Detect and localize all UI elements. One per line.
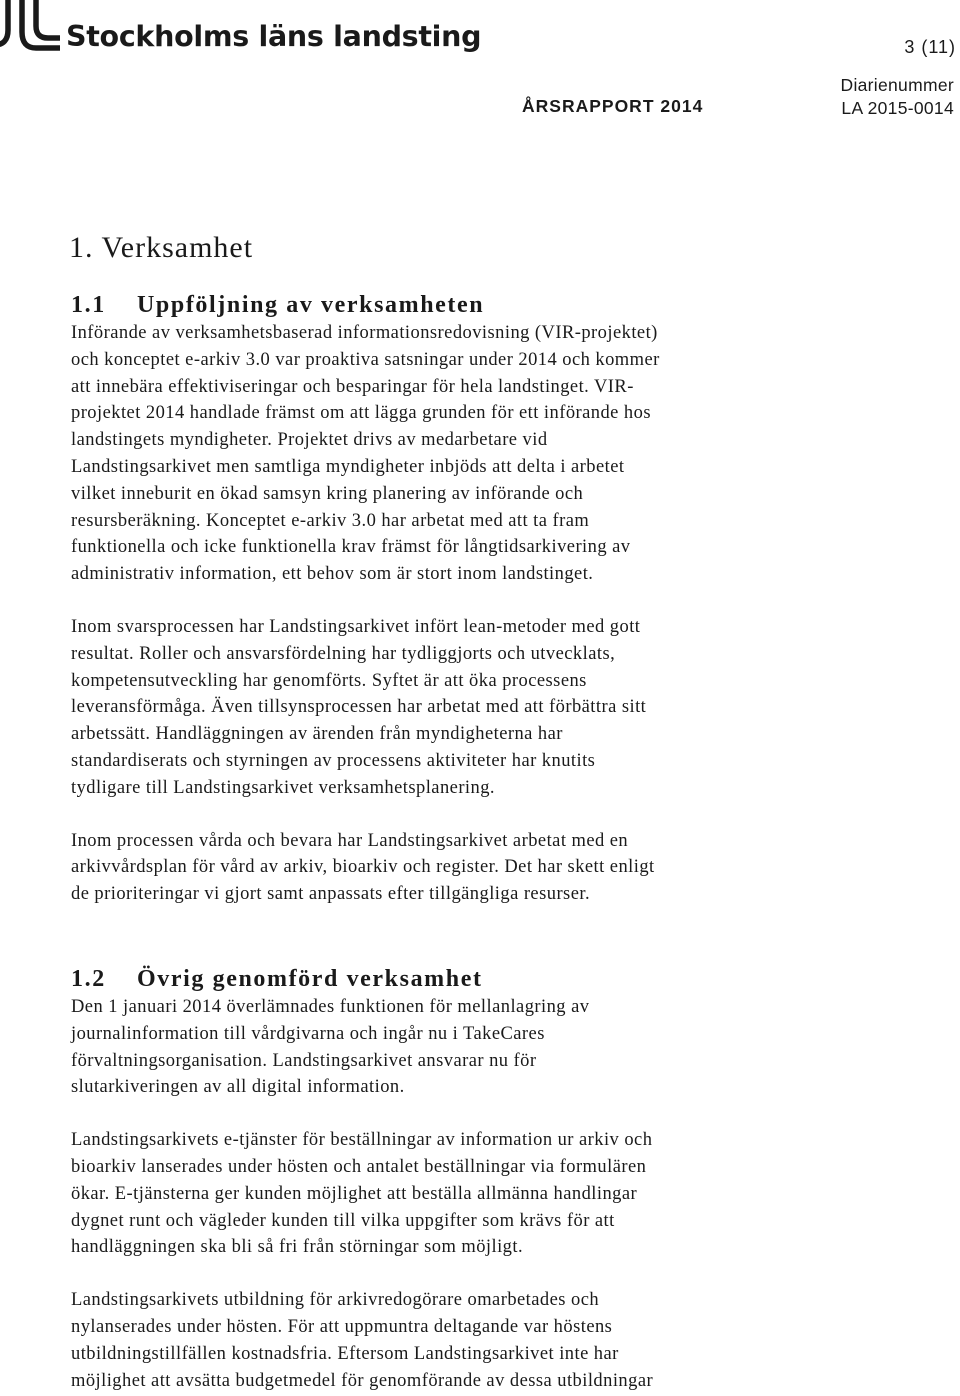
text-line: tydligare till Landstingsarkivet verksamhetsplanering. [71,777,496,798]
text-line: landstingets myndigheter. Projektet drivs av medarbetare vid [71,430,548,451]
text-line: Inom svarsprocessen har Landstingsarkivet infört lean-metoder med gott [71,616,641,637]
report-title: ÅRSRAPPORT 2014 [522,96,704,116]
text-line: nylanserades under hösten. För att uppmuntra deltagande var höstens [71,1316,613,1337]
text-line: vilket inneburit en ökad samsyn kring planering av införande och [71,483,584,504]
paragraph [71,614,791,802]
sll-emblem-icon [0,0,62,52]
organization-name: Stockholms läns landsting [66,20,482,53]
text-line: slutarkiveringen av all digital information. [71,1077,405,1098]
text-line: Införande av verksamhetsbaserad informationsredovisning (VIR-projektet) [71,323,658,343]
text-line: funktionella och icke funktionella krav främst för långtidsarkivering av [71,537,631,558]
paragraph [71,1127,791,1261]
subsection-title: Uppföljning av verksamheten [137,292,485,318]
text-line: Landstingsarkivets utbildning för arkivredogörare omarbetades och [71,1290,600,1311]
text-line: utbildningstillfällen kostnadsfria. Eftersom Landstingsarkivet inte har [71,1343,619,1364]
text-line: dygnet runt och vägleder kunden till vilka uppgifter som krävs för att [71,1210,615,1231]
text-line: möjlighet att avsätta budgetmedel för genomförande av dessa utbildningar [71,1370,654,1391]
text-line: Landstingsarkivets e-tjänster för beställningar av information ur arkiv och [71,1130,653,1151]
text-line: resultat. Roller och ansvarsfördelning har tydliggjorts och utvecklats, [71,643,616,664]
text-line: kompetensutveckling har genomförts. Syftet är att öka processens [71,670,587,691]
diarienummer-value: LA 2015-0014 [841,98,954,118]
text-line: arbetssätt. Handläggningen av ärenden från myndigheterna har [71,724,563,745]
text-line: Inom processen vårda och bevara har Landstingsarkivet arbetat med en [71,830,629,851]
text-line: arkivvårdsplan för vård av arkiv, bioarkiv och register. Det har skett enligt [71,857,655,878]
subsection-number: 1.2 [71,965,106,992]
paragraph [71,828,791,908]
subsection-number: 1.1 [71,292,106,318]
text-line: och konceptet e-arkiv 3.0 var proaktiva satsningar under 2014 och kommer [71,349,660,370]
paragraph [71,994,791,1101]
text-line: Landstingsarkivet men samtliga myndigheter inbjöds att delta i arbetet [71,456,625,477]
text-line: att innebära effektiviseringar och besparingar för hela landstinget. VIR- [71,376,634,397]
diarienummer-block [841,74,955,120]
text-line: ökar. E-tjänsterna ger kunden möjlighet att beställa allmänna handlingar [71,1183,638,1204]
text-line: bioarkiv lanserades under hösten och antalet beställningar via formulären [71,1156,647,1177]
text-line: leveransförmåga. Även tillsynsprocessen har arbetat med att förbättra sitt [71,697,647,718]
text-line: de prioriteringar vi gjort samt anpassats efter tillgängliga resurser. [71,884,591,905]
document-body [71,226,791,1394]
paragraph [71,1287,791,1394]
text-line: journalinformation till vårdgivarna och ingår nu i TakeCares [71,1023,545,1044]
text-line: handläggningen ska bli så fri från störningar som möjligt. [71,1237,524,1258]
subsection-title: Övrig genomförd verksamhet [137,965,483,992]
paragraph [71,320,791,588]
page-number: 3 (11) [904,37,956,57]
text-line: standardiserats och styrningen av processens aktiviteter har knutits [71,750,596,771]
text-line: Den 1 januari 2014 överlämnades funktionen för mellanlagring av [71,996,590,1017]
text-line: administrativ information, ett behov som är stort inom landstinget. [71,564,594,585]
diarienummer-label: Diarienummer [840,75,954,95]
text-line: projektet 2014 handlade främst om att lägga grunden för ett införande hos [71,403,651,424]
subsection-heading-1-2 [71,964,791,994]
subsection-heading-1-1 [71,290,791,320]
text-line: förvaltningsorganisation. Landstingsarkivet ansvarar nu för [71,1050,537,1071]
section-heading: 1. Verksamhet [69,231,254,264]
text-line: resursberäkning. Konceptet e-arkiv 3.0 har arbetat med att ta fram [71,510,590,531]
